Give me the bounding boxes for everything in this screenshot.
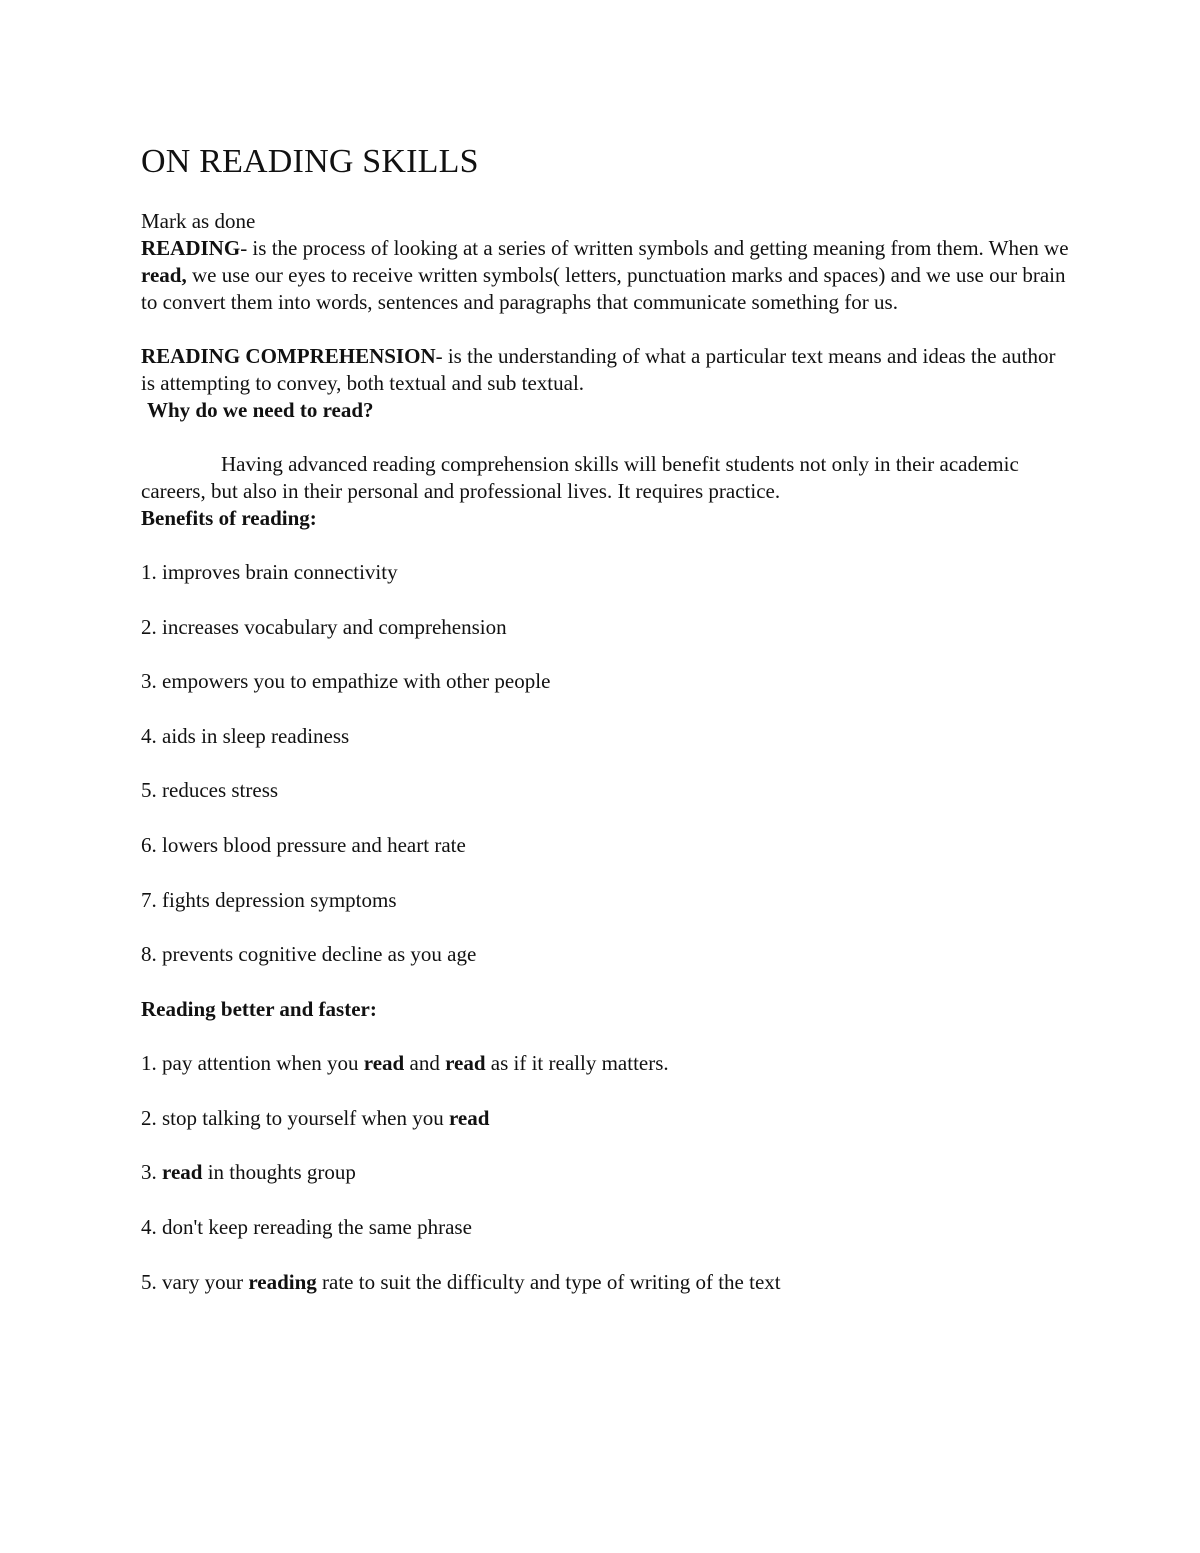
faster-item-text: rate to suit the difficulty and type of writing of the text [316, 1269, 781, 1294]
faster-item-text: 2. stop talking to yourself when you [141, 1105, 449, 1130]
faster-item-bold: read [448, 1105, 490, 1130]
faster-item [141, 1159, 1071, 1186]
faster-item [141, 1105, 1071, 1132]
benefits-heading: Benefits of reading: [141, 506, 317, 530]
comprehension-term: READING COMPREHENSION [141, 344, 436, 368]
comprehension-text: - is the understanding of what a particular text means and ideas the author is attempting to convey, both textual and sub textual. [141, 344, 1056, 395]
faster-item-bold: reading [248, 1269, 317, 1294]
faster-item-bold: read [445, 1051, 486, 1076]
reading-text-2: we use our eyes to receive written symbols( letters, punctuation marks and spaces) and we use our brain to convert them into words, sentences and paragraphs that communicate something for us. [141, 263, 1066, 314]
faster-item-text: 5. vary your [141, 1269, 249, 1294]
document-page [141, 140, 1071, 1296]
benefit-item: 5. reduces stress [141, 778, 279, 803]
faster-item-text: as if it really matters. [485, 1051, 669, 1076]
why-paragraph [141, 451, 1071, 505]
faster-item-text: 4. don't keep rereading the same phrase [141, 1214, 472, 1239]
faster-list [141, 1050, 1071, 1295]
faster-item-text: in thoughts group [202, 1160, 356, 1185]
faster-item-text: 3. [141, 1160, 162, 1185]
reading-bold-word: read, [141, 263, 187, 287]
faster-item [141, 1214, 1071, 1241]
benefit-item: 1. improves brain connectivity [141, 560, 398, 584]
benefit-item: 8. prevents cognitive decline as you age [141, 942, 477, 967]
faster-item-bold: read [162, 1160, 203, 1185]
faster-item-text: and [404, 1051, 446, 1076]
why-heading: Why do we need to read? [147, 398, 374, 422]
faster-item [141, 1269, 1071, 1296]
why-text: Having advanced reading comprehension skills will benefit students not only in their academic careers, but also in their personal and professional lives. It requires practice. [141, 452, 1019, 503]
benefit-item: 4. aids in sleep readiness [141, 723, 350, 748]
faster-item [141, 1050, 1071, 1077]
benefit-item: 2. increases vocabulary and comprehension [141, 614, 507, 639]
reading-definition [141, 235, 1071, 316]
benefit-item: 7. fights depression symptoms [141, 887, 397, 912]
page-title: ON READING SKILLS [141, 143, 479, 180]
benefits-list [141, 559, 1071, 968]
benefit-item: 3. empowers you to empathize with other people [141, 669, 551, 694]
mark-as-done-link[interactable]: Mark as done [141, 209, 256, 233]
faster-heading: Reading better and faster: [141, 997, 377, 1022]
reading-text-1: - is the process of looking at a series of written symbols and getting meaning from them. When we [240, 236, 1069, 260]
faster-item-bold: read [363, 1051, 405, 1076]
comprehension-definition [141, 343, 1071, 397]
benefit-item: 6. lowers blood pressure and heart rate [141, 832, 466, 857]
faster-item-text: 1. pay attention when you [141, 1051, 364, 1076]
reading-term: READING [141, 236, 241, 260]
